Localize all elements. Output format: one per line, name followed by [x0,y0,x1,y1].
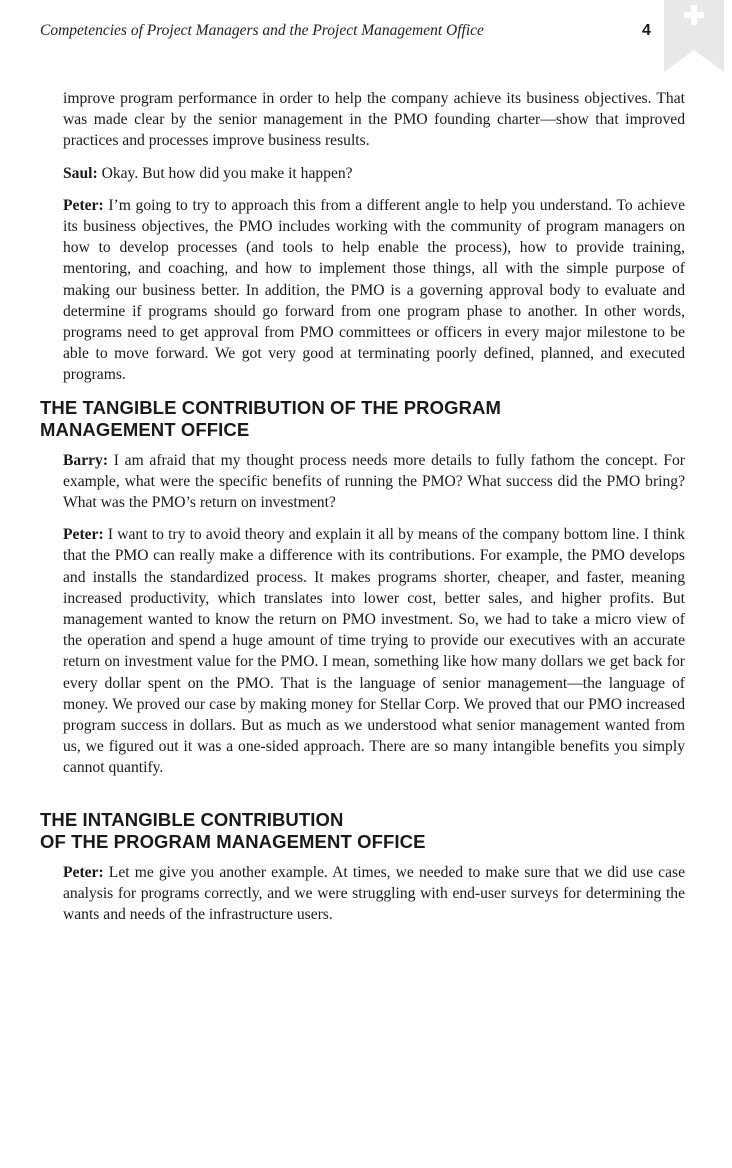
heading-line: MANAGEMENT OFFICE [40,418,250,440]
page-number: 4 [642,22,651,39]
heading-line: THE TANGIBLE CONTRIBUTION OF THE PROGRAM [40,396,501,418]
paragraph-barry [63,450,685,514]
paragraph-text: I want to try to avoid theory and explain it all by means of the company bottom line. I think that the PMO can really make a difference with its contributions. For example, the PMO develops and installs the standardized process. It makes programs shorter, cheaper, and faster, meaning increased productivity, which translates into lower cost, better sales, and higher profits. But management wanted to know the return on PMO investment. So, we had to take a micro view of the operation and spend a huge amount of time trying to provide our executives with an accurate return on investment value for the PMO. I mean, something like how many dollars we get back for every dollar spent on the PMO. That is the language of senior management—the language of money. We proved our case by making money for Stellar Corp. We proved that our PMO increased program success in dollars. But as much as we understood what senior management wanted from us, we figured out it was a one-sided approach. There are so many intangible benefits you simply cannot quantify. [63,526,685,777]
paragraph-text: Okay. But how did you make it happen? [97,164,353,182]
paragraph-text: Let me give you another example. At times, we needed to make sure that we did use case analysis for programs correctly, and we were struggling with end-user surveys for determining the wants and needs of the infrastructure users. [63,863,685,924]
speaker-label: Peter: [63,863,104,881]
running-head-title: Competencies of Project Managers and the Project Management Office [40,22,484,39]
speaker-label: Peter: [63,196,104,214]
heading-line: OF THE PROGRAM MANAGEMENT OFFICE [40,830,426,852]
add-bookmark-icon[interactable] [664,0,724,72]
paragraph-peter [63,862,685,926]
section-heading-intangible [40,809,692,853]
paragraph-saul [63,163,685,184]
page-body [0,88,732,936]
paragraph-text: I’m going to try to approach this from a different angle to help you understand. To achieve its business objectives, the PMO includes working with the community of program managers on how to develop processes (and tools to help enable the process), how to provide training, mentoring, and coaching, and how to implement those things, all with the simple purpose of making our business better. In addition, the PMO is a governing approval body to evaluate and determine if programs should go forward from one program phase to another. In other words, programs need to get approval from PMO committees or officers in every major milestone to be able to move forward. We got very good at terminating poorly defined, planned, and executed programs. [63,196,685,384]
speaker-label: Saul: [63,164,98,182]
section-heading-tangible [40,397,692,441]
speaker-label: Peter: [63,526,104,544]
heading-line: THE INTANGIBLE CONTRIBUTION [40,808,344,830]
paragraph-text: improve program performance in order to help the company achieve its business objectives. That was made clear by the senior management in the PMO founding charter—show that improved practices and processes improve business results. [63,90,685,150]
paragraph-text: I am afraid that my thought process needs more details to fully fathom the concept. For example, what were the specific benefits of running the PMO? What success did the PMO bring? What was the PMO’s return on investment? [63,451,685,512]
paragraph-peter [63,195,685,386]
paragraph-continuation [63,88,685,152]
speaker-label: Barry: [63,451,109,469]
paragraph-peter [63,524,685,778]
